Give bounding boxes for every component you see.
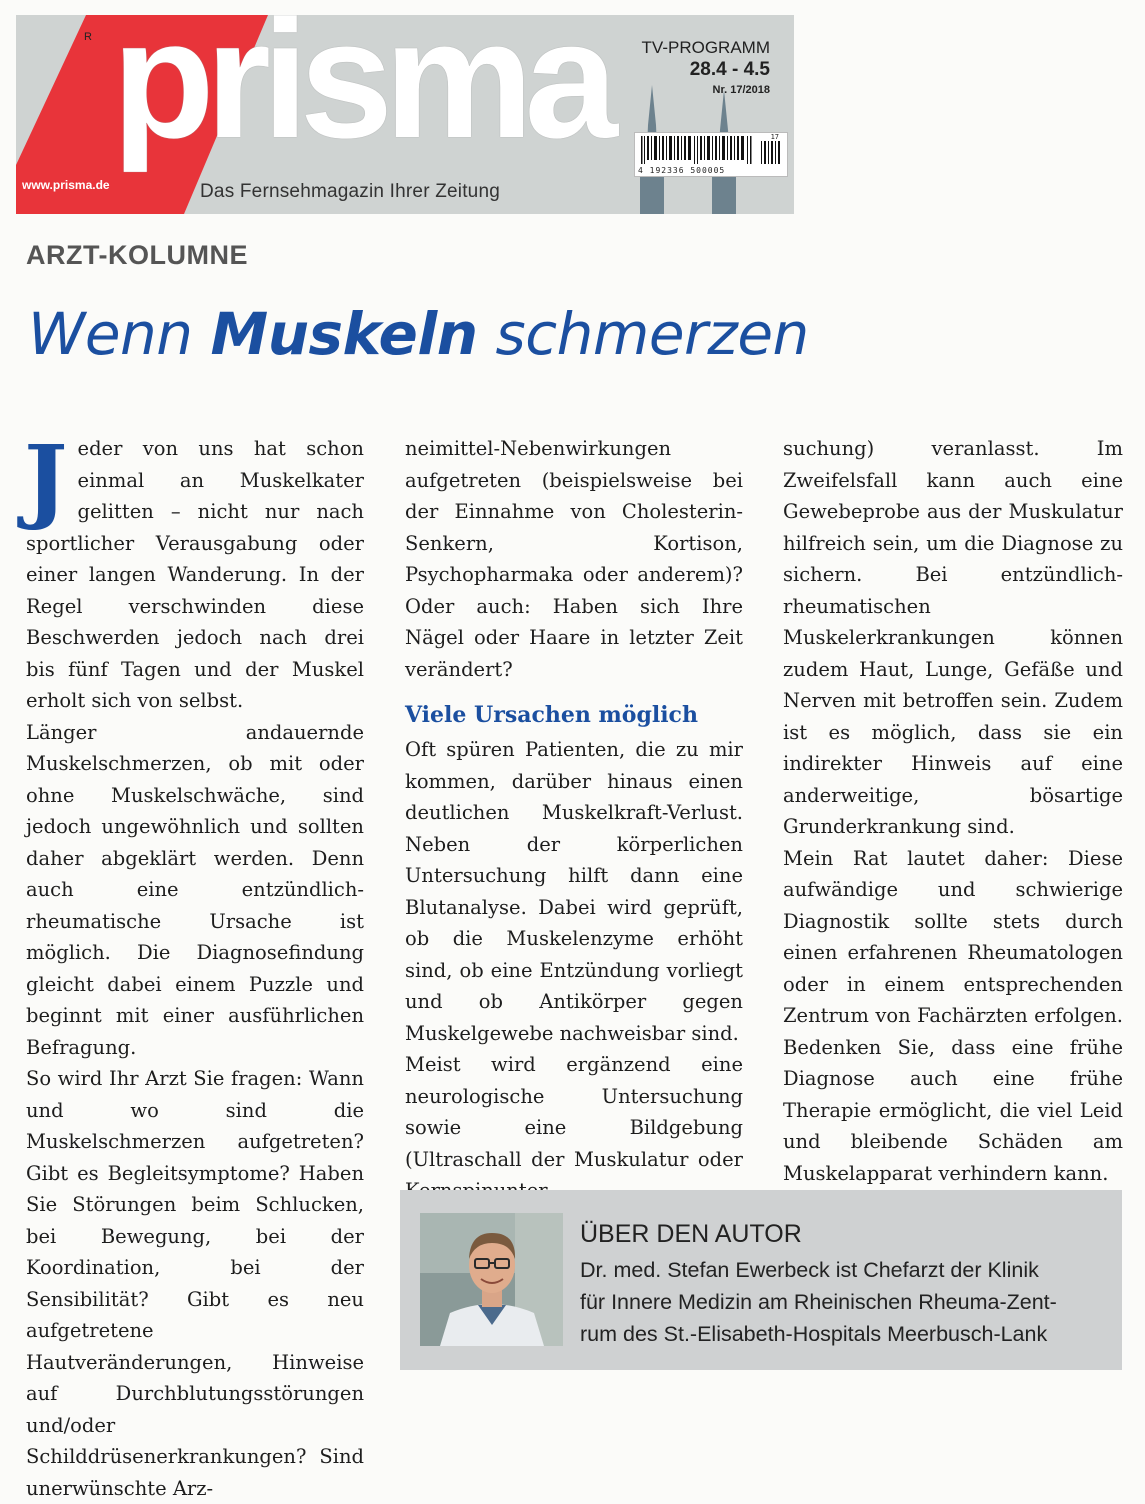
prisma-logo: prisma — [112, 15, 609, 173]
paragraph: neimittel-Nebenwirkungen aufgetreten (beispielsweise bei der Einnahme von Cholesterin-Senkern, Kortison, Psychopharmaka oder anderem)? Oder auch: Haben sich Ihre Nägel oder Haare in letzter Zeit verändert? — [405, 437, 743, 681]
author-title: ÜBER DEN AUTOR — [580, 1220, 802, 1248]
registered-mark: R — [84, 31, 92, 43]
barcode-addon-bars — [761, 141, 781, 164]
article-headline — [28, 300, 809, 368]
author-box — [400, 1190, 1122, 1370]
paragraph — [24, 425, 364, 717]
paragraph: So wird Ihr Arzt Sie fragen: Wann und wo sind die Muskelschmerzen aufgetreten? Gibt es Begleitsymptome? Haben Sie Störungen beim Schlucken, bei Bewegung, bei der Koordination, bei der Sensibilität? Gibt es neu aufgetretene Hautveränderungen, Hinweise auf Durchblutungsstörungen und/oder Schilddrüsenerkrankungen? Sind unerwünschte Arz- — [26, 1067, 364, 1500]
issue-info — [642, 38, 770, 96]
author-bio-line: rum des St.-Elisabeth-Hospitals Meerbusch-Lank — [580, 1322, 1048, 1346]
paragraph: suchung) veranlasst. Im Zweifelsfall kann auch eine Gewebeprobe aus der Muskulatur hilfreich sein, um die Diagnose zu sichern. Bei entzündlich-rheumatischen Muskelerkrankungen können zudem Haut, Lunge, Gefäße und Nerven mit betroffen sein. Zudem ist es möglich, dass sie ein indirekter Hinweis auf eine anderweitige, bösartige Grunderkrankung sind. — [783, 437, 1123, 838]
drop-cap: J — [24, 425, 68, 533]
website-url: www.prisma.de — [22, 178, 110, 192]
headline-part2: schmerzen — [477, 300, 809, 368]
date-range: 28.4 - 4.5 — [689, 59, 770, 80]
barcode — [634, 132, 788, 177]
paragraph-text: eder von uns hat schon einmal an Muskelkater gelitten – nicht nur nach sportlicher Verausgabung oder einer langen Wanderung. In der Regel verschwinden diese Beschwerden jedoch nach drei bis fünf Tagen und der Muskel erholt sich von selbst. — [26, 437, 364, 712]
article-column-1 — [24, 425, 364, 1504]
author-photo — [420, 1213, 563, 1346]
subheading: Viele Ursachen möglich — [405, 702, 698, 728]
magazine-masthead — [16, 15, 794, 214]
paragraph: Meist wird ergänzend eine neurologische Untersuchung sowie eine Bildgebung (Ultraschall der Muskulatur oder — [405, 1053, 743, 1171]
author-bio — [580, 1254, 1110, 1350]
headline-part1: Wenn — [28, 300, 211, 368]
tagline: Das Fernsehmagazin Ihrer Zeitung — [200, 181, 500, 202]
paragraph: Mein Rat lautet daher: Diese aufwändige und schwierige Diagnostik sollte stets durch einen erfahrenen Rheumatologen oder in einem entsprechenden Zentrum von Fachärzten erfolgen. Bedenken Sie, dass eine frühe Diagnose auch eine frühe Therapie ermöglicht, die viel Leid und bleibende Schäden am Muskelapparat verhindern kann. — [783, 846, 1123, 1185]
program-label: TV-PROGRAMM — [641, 38, 770, 57]
article-column-2 — [405, 433, 743, 1207]
paragraph: Oft spüren Patienten, die zu mir kommen, darüber hinaus einen deutlichen Muskelkraft-Verlust. Neben der körperlichen Untersuchung hilft dann eine Blutanalyse. Dabei wird geprüft, ob die Muskelenzyme erhöht sind, ob eine Entzündung vorliegt und ob Antikörper gegen Muskelgewebe nachweisbar sind. — [405, 738, 743, 1045]
barcode-numbers: 4 192336 500005 — [638, 166, 726, 175]
barcode-bars — [641, 136, 753, 164]
barcode-addon-number: 17 — [770, 133, 779, 141]
author-bio-line: Dr. med. Stefan Ewerbeck ist Chefarzt der Klinik — [580, 1258, 1039, 1282]
column-kicker: ARZT-KOLUMNE — [26, 240, 248, 270]
author-bio-line: für Innere Medizin am Rheinischen Rheuma-Zent- — [580, 1290, 1057, 1314]
headline-bold: Muskeln — [210, 300, 478, 368]
paragraph: Länger andauernde Muskelschmerzen, ob mit oder ohne Muskelschwäche, sind jedoch ungewöhnlich und sollten daher abgeklärt werden. Denn auch eine entzündlich-rheumatische Ursache ist möglich. Die Diagnosefindung gleicht dabei einem Puzzle und beginnt mit einer ausführlichen Befragung. — [26, 720, 364, 1059]
article-column-3 — [783, 433, 1123, 1189]
issue-number: Nr. 17/2018 — [712, 84, 770, 96]
